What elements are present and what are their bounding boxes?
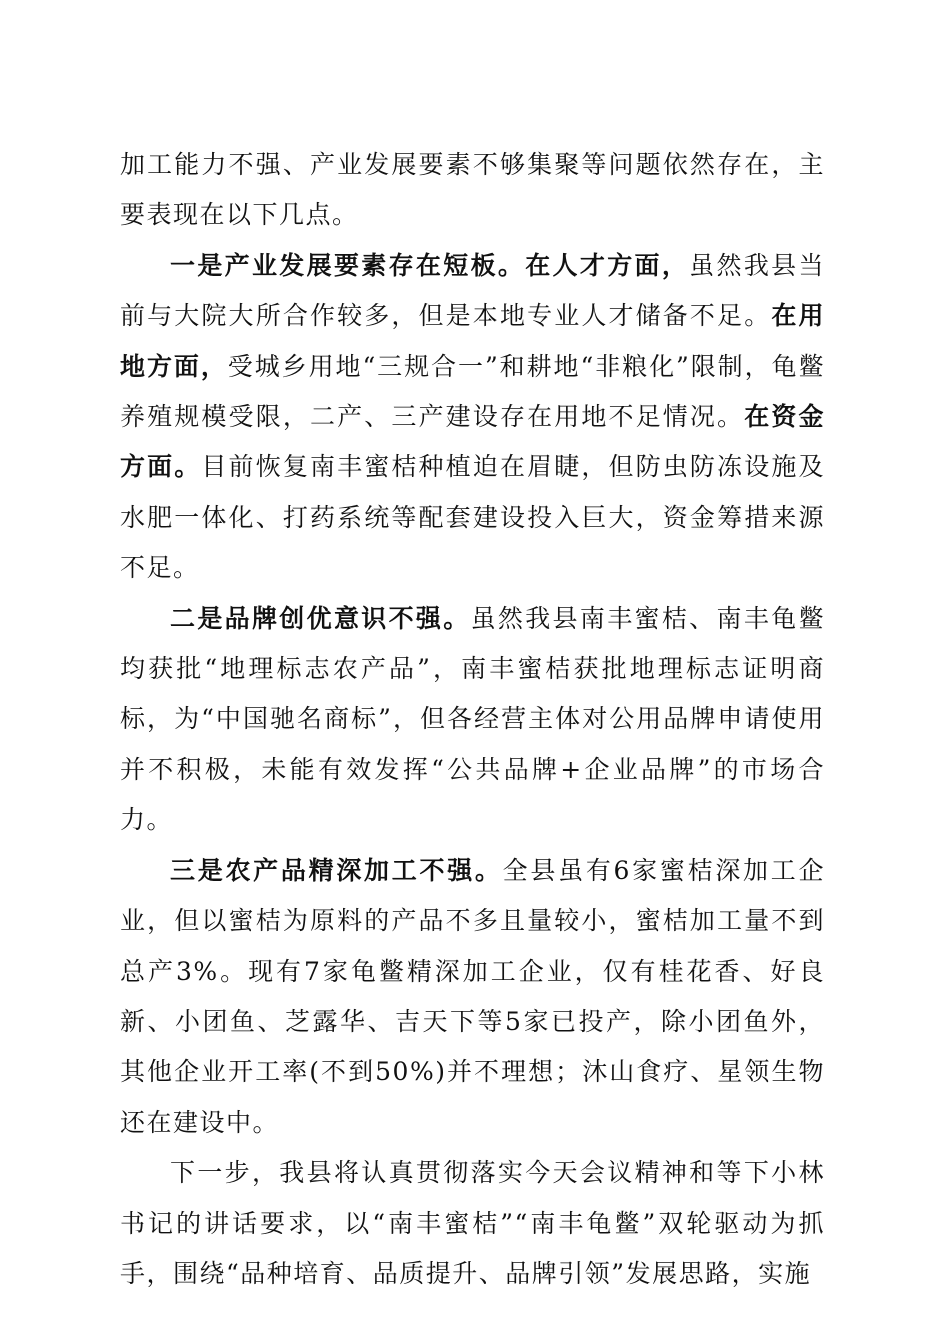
heading-brand: 二是品牌创优意识不强。 bbox=[170, 603, 471, 633]
text-talent: 虽然我县当前与大院大所合作较多，但是本地专业人才储备不足。 bbox=[120, 250, 825, 331]
text-next-step: 下一步，我县将认真贯彻落实今天会议精神和等下小林书记的讲话要求，以“南丰蜜桔”“南丰龟鳖”双轮驱动为抓手，围绕“品种培育、品质提升、品牌引领”发展思路，实施 bbox=[120, 1158, 825, 1288]
label-land: 在用地方面， bbox=[120, 301, 825, 381]
paragraph-shortcomings bbox=[120, 241, 825, 594]
paragraph-processing bbox=[120, 846, 825, 1148]
heading-shortcomings: 一是产业发展要素存在短板。 bbox=[170, 250, 526, 280]
paragraph-next-step bbox=[120, 1148, 825, 1299]
intro-text: 加工能力不强、产业发展要素不够集聚等问题依然存在，主要表现在以下几点。 bbox=[120, 150, 825, 230]
heading-processing: 三是农产品精深加工不强。 bbox=[170, 855, 503, 885]
paragraph-brand bbox=[120, 594, 825, 846]
text-brand: 虽然我县南丰蜜桔、南丰龟鳖均获批“地理标志农产品”，南丰蜜桔获批地理标志证明商标，为“中国驰名商标”，但各经营主体对公用品牌申请使用并不积极，未能有效发挥“公共品牌+企业品牌”的市场合力。 bbox=[120, 603, 825, 835]
document-body bbox=[120, 140, 825, 1299]
text-processing: 全县虽有6家蜜桔深加工企业，但以蜜桔为原料的产品不多且量较小，蜜桔加工量不到总产3%。现有7家龟鳖精深加工企业，仅有桂花香、好良新、小团鱼、芝露华、吉天下等5家已投产，除小团鱼外，其他企业开工率(不到50%)并不理想；沐山食疗、星领生物还在建设中。 bbox=[120, 855, 825, 1137]
text-capital: 目前恢复南丰蜜桔种植迫在眉睫，但防虫防冻设施及水肥一体化、打药系统等配套建设投入巨大，资金筹措来源不足。 bbox=[120, 452, 825, 583]
text-land: 受城乡用地“三规合一”和耕地“非粮化”限制，龟鳖养殖规模受限，二产、三产建设存在用地不足情况。 bbox=[120, 351, 825, 432]
label-talent: 在人才方面， bbox=[525, 250, 690, 280]
paragraph-intro bbox=[120, 140, 825, 241]
label-capital: 在资金方面。 bbox=[120, 402, 825, 482]
